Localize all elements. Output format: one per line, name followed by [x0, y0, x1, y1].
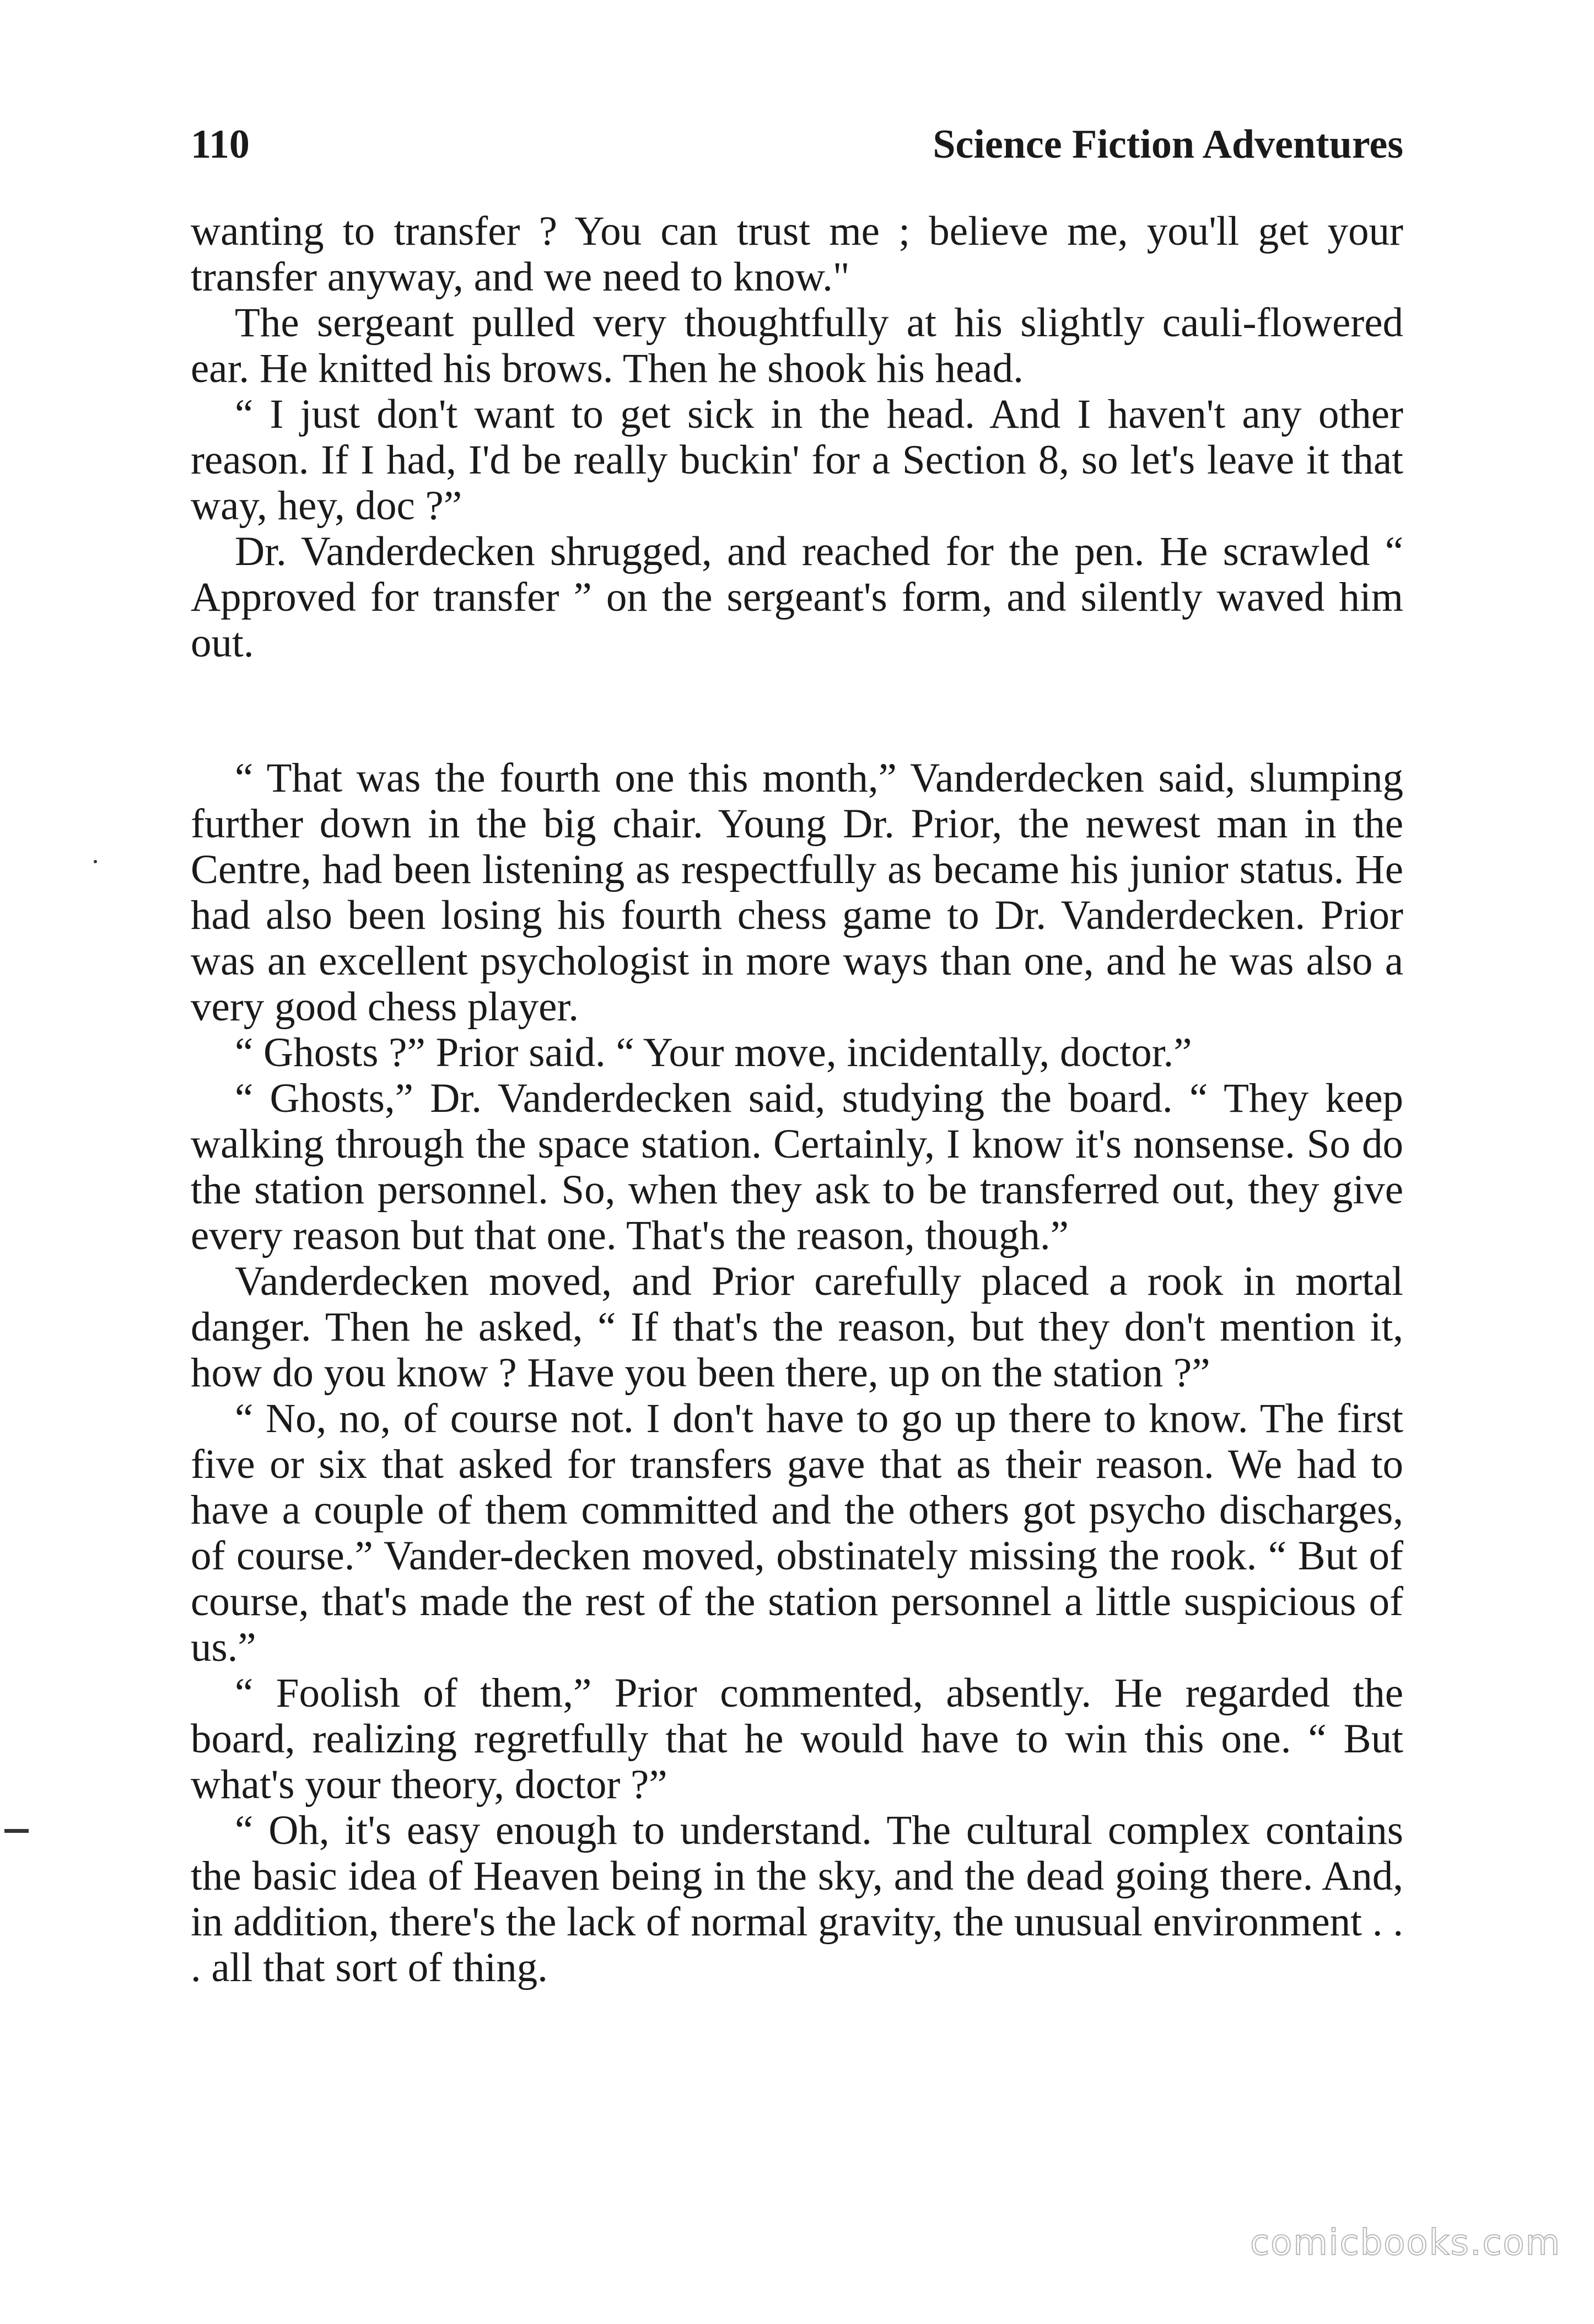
paragraph: “ Foolish of them,” Prior commented, absently. He regarded the board, realizing regretfully that he would have to win this one. “ But what's your theory, doctor ?”	[191, 1670, 1403, 1807]
text-block-bottom	[191, 755, 1403, 1991]
paragraph: “ I just don't want to get sick in the head. And I haven't any other reason. If I had, I'd be really buckin' for a Section 8, so let's leave it that way, hey, doc ?”	[191, 391, 1403, 529]
paragraph: “ Ghosts,” Dr. Vanderdecken said, studying the board. “ They keep walking through the space station. Certainly, I know it's nonsense. So do the station personnel. So, when they ask to be transferred out, they give every reason but that one. That's the reason, though.”	[191, 1075, 1403, 1258]
page-header	[191, 110, 1403, 171]
paragraph: “ Ghosts ?” Prior said. “ Your move, incidentally, doctor.”	[235, 1030, 1192, 1075]
paragraph: “ That was the fourth one this month,” Vanderdecken said, slumping further down in the big chair. Young Dr. Prior, the newest man in the Centre, had been listening as respectfully as became his junior status. He had also been losing his fourth chess game to Dr. Vanderdecken. Prior was an excellent psychologist in more ways than one, and he was also a very good chess player.	[191, 755, 1403, 1030]
paragraph: wanting to transfer ? You can trust me ; believe me, you'll get your transfer anyway, and we need to know."	[191, 208, 1403, 300]
scan-speck	[94, 860, 97, 863]
paragraph: The sergeant pulled very thoughtfully at his slightly cauli-flowered ear. He knitted his brows. Then he shook his head.	[191, 300, 1403, 391]
running-title: Science Fiction Adventures	[933, 122, 1403, 167]
paragraph: Vanderdecken moved, and Prior carefully placed a rook in mortal danger. Then he asked, “ If that's the reason, but they don't mention it, how do you know ? Have you been there, up on the station ?”	[191, 1258, 1403, 1396]
scan-mark	[4, 1829, 29, 1833]
watermark: comicbooks.com	[1250, 2223, 1561, 2263]
paragraph: “ Oh, it's easy enough to understand. The cultural complex contains the basic idea of Heaven being in the sky, and the dead going there. And, in addition, there's the lack of normal gravity, the unusual environment . . . all that sort of thing.	[191, 1807, 1403, 1991]
paragraph: “ No, no, of course not. I don't have to go up there to know. The first five or six that asked for transfers gave that as their reason. We had to have a couple of them committed and the others got psycho discharges, of course.” Vander-decken moved, obstinately missing the rook. “ But of course, that's made the rest of the station personnel a little suspicious of us.”	[191, 1396, 1403, 1670]
page-number: 110	[191, 122, 250, 167]
text-block-top	[191, 208, 1403, 666]
paragraph: Dr. Vanderdecken shrugged, and reached for the pen. He scrawled “ Approved for transfer ” on the sergeant's form, and silently waved him out.	[191, 529, 1403, 666]
